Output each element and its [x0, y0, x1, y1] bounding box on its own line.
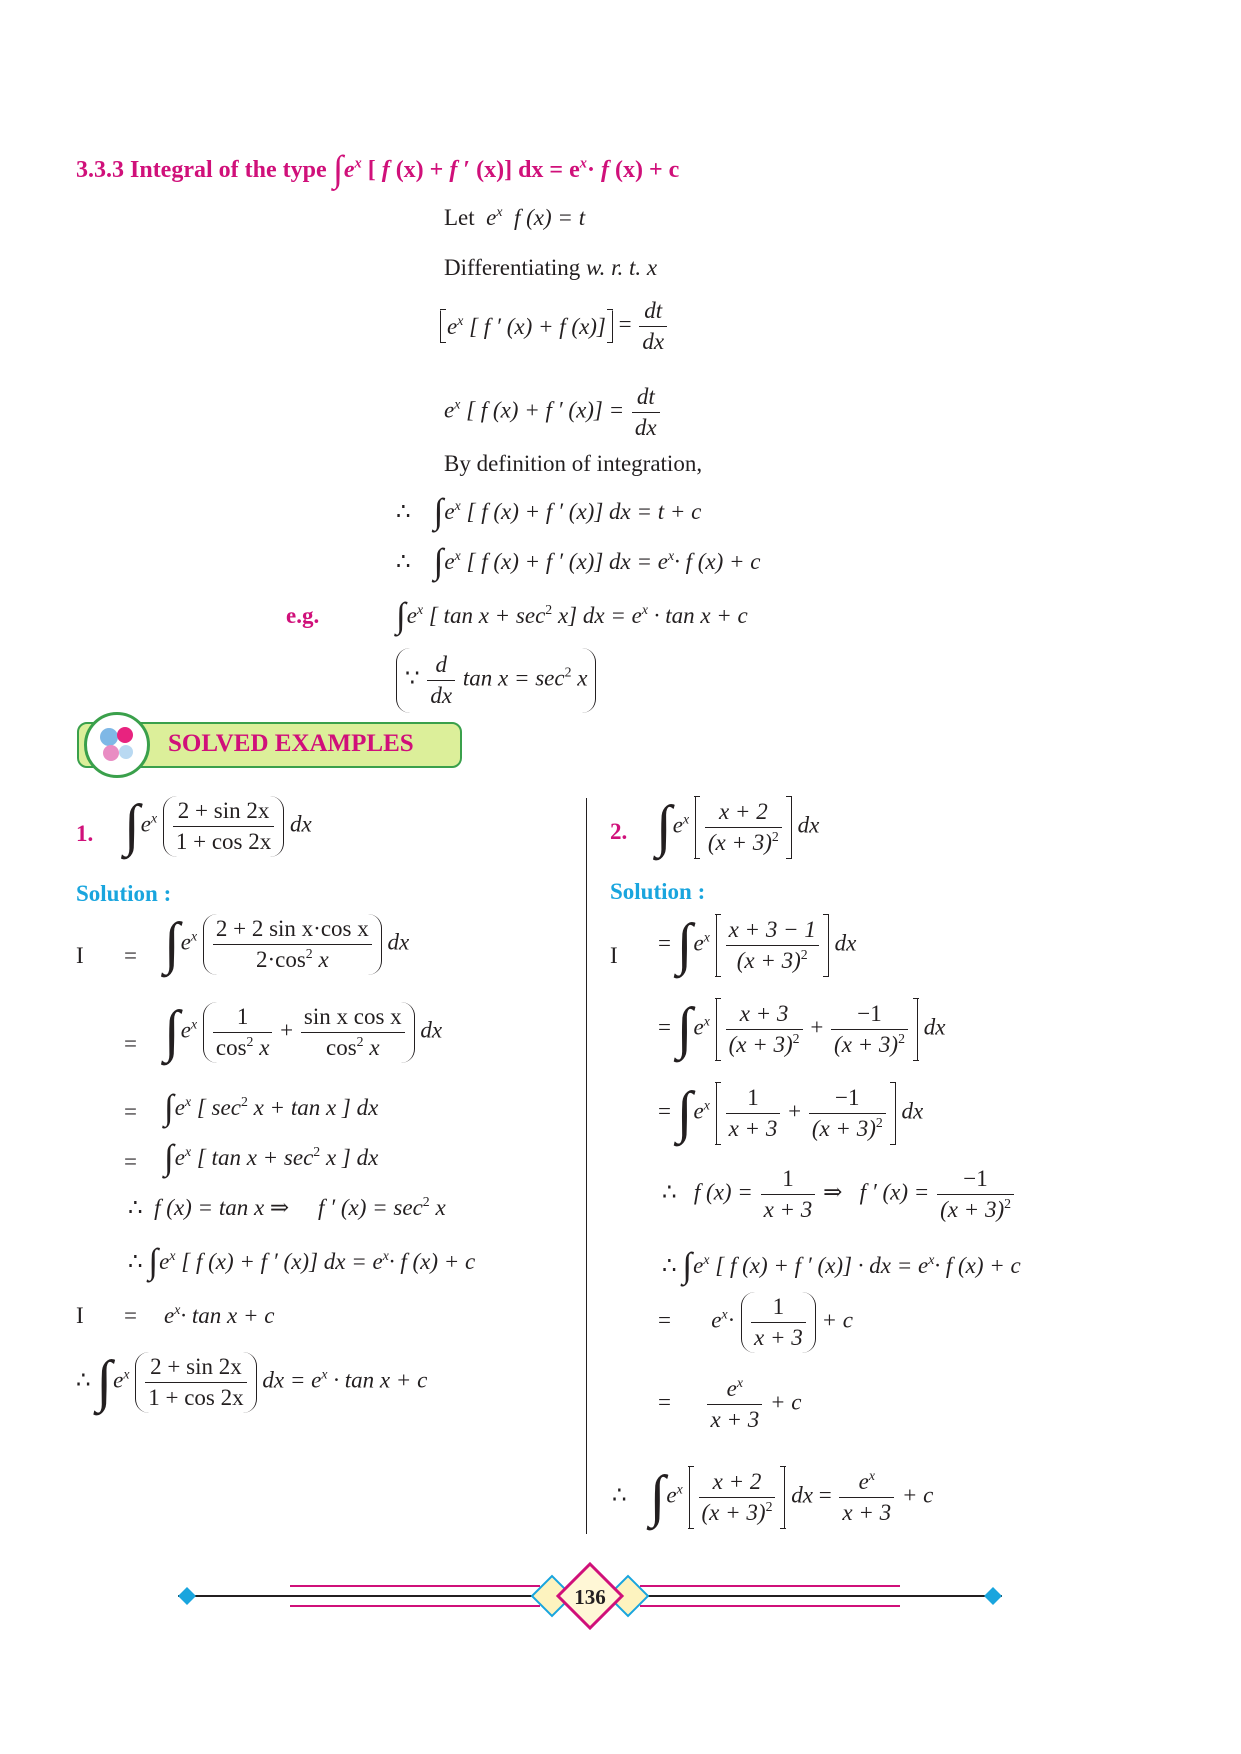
example1-eq5: = [124, 1303, 137, 1328]
derivation-by-definition: By definition of integration, [444, 451, 703, 476]
example1-step5: ∴ f (x) = tan x ⇒ f ′ $(x) = \sec^2 x$ [128, 1194, 446, 1220]
solved-examples-title: SOLVED EXAMPLES [168, 730, 414, 757]
example1-eq4: = [124, 1149, 137, 1174]
example2-step3: = $\int e^x$ $\frac{1}{x + 3}$ + $\frac{-1}{(x + 3)^2}$ dx [658, 1081, 924, 1145]
example1-step6: ∴ $\int e^x$ [ f (x) + f ′ (x)] dx = $e^x\cdot f$ (x) + c [128, 1241, 476, 1282]
eg-reason: ∵ $\frac{d}{dx}$ $\tan x = \sec^2 x$ [396, 648, 596, 713]
section-title: Integral of the type [130, 157, 327, 183]
derivation-let: Let $e^x$ f (x) = t [444, 204, 586, 230]
eg-formula: $\int e^x$ [ $\tan x + \sec^2 x$] dx = $e^x \cdot \tan x + c$ [396, 595, 748, 636]
example1-eq2: = [124, 1031, 137, 1056]
column-divider [586, 798, 587, 1534]
derivation-differentiating: Differentiating w. r. t. x [444, 255, 658, 280]
page-number: 136 [574, 1585, 606, 1609]
example1-step7: $e^x\cdot \tan x + c$ [164, 1302, 275, 1328]
derivation-line4: $e^x$ [ f (x) + f ′ (x)] = $\frac{dt}{dx}$ [444, 382, 662, 443]
example2-step2: = $\int e^x$ $\frac{x + 3}{(x + 3)^2}$ + $\frac{-1}{(x + 3)^2}$ dx [658, 997, 946, 1061]
example2-step7: = $\frac{e^x}{x + 3}$ + c [658, 1375, 802, 1432]
example2-answer: ∴ $\int e^x$ $\frac{x + 2}{(x + 3)^2}$ dx = $\frac{e^x}{x + 3}$ + c [612, 1465, 934, 1529]
example1-solution-label: Solution : [76, 881, 172, 906]
eg-label: e.g. [286, 603, 320, 628]
example2-step5: ∴ $\int e^x$ [ f (x) + f ′ (x)] · dx = $e^x\cdot f$ (x) + c [662, 1245, 1021, 1286]
example1-step2: $\int e^x$ $\frac{1}{\cos^2 x}$ + $\frac{\text{sin x cos x}}{\cos^2 x}$ dx [164, 1000, 443, 1064]
example2-number: 2. [610, 819, 628, 844]
example2-problem: $\int e^x$ $\frac{x + 2}{(x + 3)^2}$ dx [656, 795, 820, 859]
derivation-line6: ∴ $\int e^x$ [ f (x) + f ′ (x)] dx = t + c [396, 491, 702, 532]
example1-step1: $\int e^x$ $\frac{\text{2 + 2 sin x·cos x}}{2\cdot\cos^2 x}$ dx [164, 912, 410, 976]
example1-step3: $\int e^x$ [ $\sec^2 x + \tan x$ ] dx [164, 1087, 379, 1128]
example2-step6: = $e^x\cdot$ $\frac{1}{x + 3}$ + c [658, 1292, 853, 1353]
example2-step4: ∴ f (x) = $\frac{1}{x + 3}$ ⇒ f ′ (x) = $\frac{-1}{(x + 3)^2}$ [662, 1164, 1016, 1225]
example1-I2: I [76, 1303, 84, 1328]
example1-eq3: = [124, 1099, 137, 1124]
example1-problem: $\int e^x$ $\frac{2 + \sin 2x}{1 + \cos 2x}$ dx [124, 794, 312, 858]
example1-step4: $\int e^x$ [ $\tan x + \sec^2 x$ ] dx [164, 1137, 379, 1178]
example2-step1: = $\int e^x$ $\frac{x + 3 - 1}{(x + 3)^2}$ dx [658, 913, 857, 977]
derivation-line3: $e^x$ [ f ′ (x) + f (x)] = $\frac{dt}{dx}$ [440, 296, 669, 357]
example2-solution-label: Solution : [610, 879, 706, 904]
puzzle-icon [84, 712, 150, 778]
example1-number: 1. [76, 821, 94, 846]
example1-answer: ∴ $\int e^x$ $\frac{2 + \sin 2x}{1 + \cos 2x}$ dx = $e^x \cdot \tan x + c$ [76, 1350, 428, 1414]
section-number: 3.3.3 [76, 157, 124, 183]
section-heading: 3.3.3 Integral of the type $\int e^x$ [ f (x) + f ′ (x)] dx = $e^x\cdot f$ (x) + c [76, 149, 680, 191]
derivation-line7: ∴ $\int e^x$ [ f (x) + f ′ (x)] dx = $e^x\cdot f$ (x) + c [396, 541, 761, 582]
example1-I: I [76, 943, 84, 968]
example1-eq1: = [124, 943, 137, 968]
example2-I: I [610, 943, 618, 968]
